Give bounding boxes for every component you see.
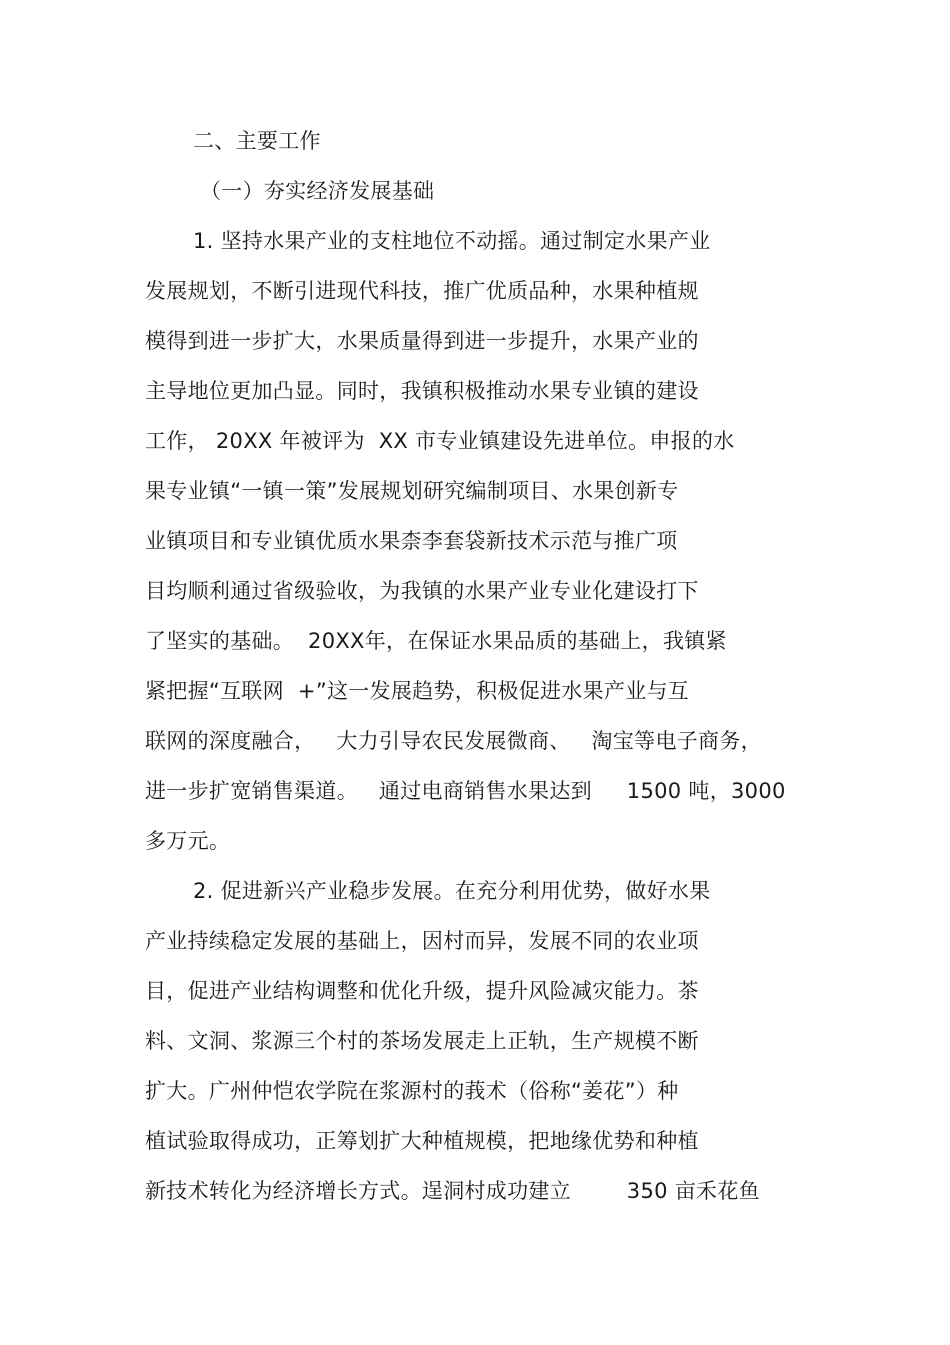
paragraph-2-line: 扩大。广州仲恺农学院在浆源村的莪术（俗称“姜花”）种 — [145, 1079, 679, 1103]
subsection-heading: （一）夯实经济发展基础 — [200, 179, 435, 203]
paragraph-1-line: 多万元。 — [145, 829, 231, 853]
paragraph-1-line: 了坚实的基础。 20XX年，在保证水果品质的基础上，我镇紧 — [145, 629, 727, 653]
paragraph-1-line: 模得到进一步扩大，水果质量得到进一步提升，水果产业的 — [145, 329, 699, 353]
paragraph-1-line: 果专业镇“一镇一策”发展规划研究编制项目、水果创新专 — [145, 479, 679, 503]
paragraph-1-line: 发展规划，不断引进现代科技，推广优质品种，水果种植规 — [145, 279, 699, 303]
paragraph-1-line: 业镇项目和专业镇优质水果柰李套袋新技术示范与推广项 — [145, 529, 678, 553]
paragraph-1-line: 主导地位更加凸显。同时，我镇积极推动水果专业镇的建设 — [145, 379, 699, 403]
paragraph-2-line: 料、文洞、浆源三个村的茶场发展走上正轨，生产规模不断 — [145, 1029, 699, 1053]
paragraph-1-line: 工作， 20XX 年被评为 XX 市专业镇建设先进单位。申报的水 — [145, 429, 735, 453]
paragraph-1-line: 1. 坚持水果产业的支柱地位不动摇。通过制定水果产业 — [193, 229, 711, 253]
paragraph-2-line: 2. 促进新兴产业稳步发展。在充分利用优势，做好水果 — [193, 879, 711, 903]
paragraph-2-line: 目，促进产业结构调整和优化升级，提升风险减灾能力。茶 — [145, 979, 699, 1003]
paragraph-2-line: 新技术转化为经济增长方式。逞洞村成功建立 350 亩禾花鱼 — [145, 1179, 760, 1203]
paragraph-2-line: 产业持续稳定发展的基础上，因村而异，发展不同的农业项 — [145, 929, 699, 953]
paragraph-1-line: 进一步扩宽销售渠道。 通过电商销售水果达到 1500 吨，3000 — [145, 779, 786, 803]
paragraph-1-line: 紧把握“互联网 +”这一发展趋势，积极促进水果产业与互 — [145, 679, 690, 703]
paragraph-1-line: 目均顺利通过省级验收，为我镇的水果产业专业化建设打下 — [145, 579, 699, 603]
paragraph-1-line: 联网的深度融合， 大力引导农民发展微商、 淘宝等电子商务， — [145, 729, 762, 753]
paragraph-2-line: 植试验取得成功，正筹划扩大种植规模，把地缘优势和种植 — [145, 1129, 699, 1153]
section-heading: 二、主要工作 — [193, 129, 321, 153]
